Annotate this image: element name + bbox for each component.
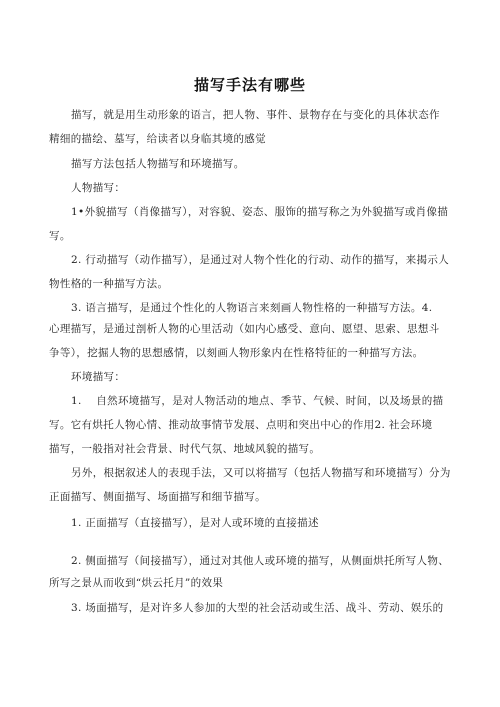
paragraph-line-3: 描写方法包括人物描写和环境描写。: [71, 158, 245, 170]
paragraph-line-9: 3. 语言描写，是通过个性化的人物语言来刻画人物性格的一种描写方法。4.: [71, 302, 433, 314]
paragraph-line-7: 2. 行动描写（动作描写），是通过对人物个性化的行动、动作的描写，来揭示人: [71, 254, 450, 266]
paragraph-line-16: 另外，根据叙述人的表现手法，又可以将描写（包括人物描写和环境描写）分为: [71, 467, 451, 479]
paragraph-line-6: 写。: [49, 230, 71, 242]
paragraph-line-13: 1. 自然环境描写，是对人物活动的地点、季节、气候、时间，以及场景的描: [71, 395, 444, 407]
paragraph-line-5: 1•外貌描写（肖像描写），对容貌、姿态、服饰的描写称之为外貌描写或肖像描: [71, 206, 449, 218]
paragraph-line-1: 描写，就是用生动形象的语言，把人物、事件、景物存在与变化的具体状态作: [71, 109, 440, 121]
paragraph-line-14: 写。它有烘托人物心情、推动故事情节发展、点明和突出中心的作用2. 社会环境: [49, 419, 433, 431]
paragraph-line-10: 心理描写，是通过剖析人物的心里活动（如内心感受、意向、愿望、思索、思想斗: [49, 323, 440, 335]
paragraph-line-11: 争等），挖掘人物的思想感情，以刻画人物形象内在性格特征的一种描写方法。: [49, 347, 424, 359]
paragraph-line-19: 2. 侧面描写（间接描写），通过对其他人或环境的描写，从侧面烘托所写人物、: [71, 555, 450, 567]
paragraph-line-12: 环境描写：: [71, 371, 126, 383]
paragraph-line-2: 精细的描绘、墓写，给读者以身临其境的感觉: [49, 133, 266, 145]
paragraph-line-8: 物性格的一种描写方法。: [49, 278, 169, 290]
paragraph-line-17: 正面描写、侧面描写、场面描写和细节描写。: [49, 491, 266, 503]
paragraph-line-15: 描写，一般指对社会背景、时代气氛、地域风貌的描写。: [49, 443, 321, 455]
paragraph-line-18: 1. 正面描写（直接描写），是对人或环境的直接描述: [71, 517, 319, 529]
paragraph-line-20: 所写之景从而收到“烘云托月”的效果: [49, 577, 224, 589]
paragraph-line-4: 人物描写：: [71, 182, 126, 194]
paragraph-line-21: 3. 场面描写，是对许多人参加的大型的社会活动或生活、战斗、劳动、娱乐的: [71, 602, 444, 614]
document-title: 描写手法有哪些: [193, 76, 306, 94]
